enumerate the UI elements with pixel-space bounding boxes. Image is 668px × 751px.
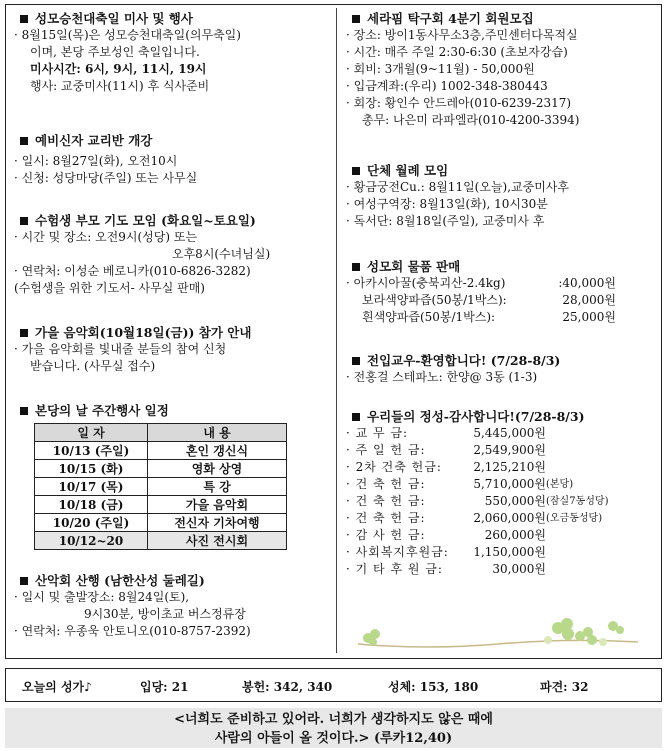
hymn-recessional: 파견: 32	[540, 680, 589, 694]
offering-row: · 건 축 헌 금: 2,060,000원 (오금동성당)	[346, 511, 603, 525]
verse-line: 사람의 아들이 올 것이다.> (루카12,40)	[214, 731, 453, 746]
catechumen-title: 예비신자 교리반 개강	[35, 133, 153, 148]
exam-prayer-time: 오후8시(수녀님실)	[172, 247, 271, 261]
schedule-content: 영화 상영	[148, 460, 287, 478]
offering-row: · 교 무 금: 5,445,000원	[346, 426, 546, 440]
list-item: · 여성구역장: 8월13일(화), 10시30분	[346, 197, 548, 211]
offerings-section	[346, 408, 656, 578]
assumption-line: · 8월15일(목)은 성모승천대축일(의무축일)	[14, 28, 241, 42]
schedule-date: 10/20 (주일)	[35, 514, 148, 532]
bullet-square-icon	[352, 357, 360, 365]
column-divider	[336, 8, 337, 653]
table-header: 내 용	[148, 424, 287, 442]
bullet-square-icon	[352, 263, 360, 271]
offering-row: · 주 일 헌 금: 2,549,900원	[346, 443, 546, 457]
sale-item-name: 보라색양파즙(50봉/1박스):	[362, 293, 507, 307]
concert-line: · 가을 음악회를 빛내줄 분들의 참여 신청	[14, 342, 227, 356]
table-row	[35, 514, 287, 532]
sale-item-price: :40,000원	[558, 276, 616, 290]
list-item: · 독서단: 8월18일(주일), 교중미사 후	[346, 214, 545, 228]
exam-prayer-title: 수험생 부모 기도 모임 (화요일~토요일)	[35, 213, 256, 228]
hymn-entrance: 입당: 21	[140, 680, 189, 694]
bullet-square-icon	[20, 407, 28, 415]
bullet-square-icon	[20, 577, 28, 585]
list-item: · 황금궁전Cu.: 8월11일(오늘),교중미사후	[346, 180, 569, 194]
offering-row: · 2차 건축 헌금: 2,125,210원	[346, 460, 546, 474]
offering-row: · 건 축 헌 금: 550,000원 (잠실7동성당)	[346, 494, 609, 508]
schedule-table	[34, 423, 287, 550]
sale-section	[346, 258, 656, 326]
assumption-title: 성모승천대축일 미사 및 행사	[35, 11, 193, 26]
table-tennis-section	[346, 10, 656, 129]
concert-line: 받습니다. (사무실 접수)	[30, 359, 156, 373]
table-tennis-account: · 입금계좌:(우리) 1002-348-380443	[346, 79, 548, 93]
catechumen-section	[14, 132, 332, 187]
sale-item	[346, 309, 656, 326]
assumption-line: 이며, 본당 주보성인 축일입니다.	[30, 45, 200, 59]
concert-title: 가을 음악회(10월18일(금)) 참가 안내	[35, 325, 252, 340]
bullet-square-icon	[20, 15, 28, 23]
table-tennis-time: · 시간: 매주 주일 2:30-6:30 (초보자강습)	[346, 45, 568, 59]
assumption-section	[14, 10, 332, 95]
table-tennis-fee: · 회비: 3개월(9~11월) - 50,000원	[346, 62, 535, 76]
table-tennis-president: · 회장: 황인수 안드레아(010-6239-2317)	[346, 96, 572, 110]
table-row	[35, 478, 287, 496]
bullet-square-icon	[20, 217, 28, 225]
schedule-content: 혼인 갱신식	[148, 442, 287, 460]
verse-line: <너희도 준비하고 있어라. 너희가 생각하지도 않은 때에	[174, 712, 493, 727]
exam-prayer-contact: · 연락처: 이성순 베로니카(010-6826-3282)	[14, 264, 251, 278]
bullet-square-icon	[352, 167, 360, 175]
offering-row: · 건 축 헌 금: 5,710,000원 (본당)	[346, 477, 574, 491]
hymn-communion: 성체: 153, 180	[388, 680, 479, 694]
schedule-date: 10/12~20	[35, 532, 148, 550]
schedule-content: 가을 음악회	[148, 496, 287, 514]
sale-item-price: 28,000원	[562, 293, 616, 307]
welcome-line: · 전홍걸 스테파노: 한양@ 3동 (1-3)	[346, 370, 538, 384]
bullet-square-icon	[20, 137, 28, 145]
welcome-title: 전입교우-환영합니다! (7/28-8/3)	[367, 353, 561, 368]
hiking-title: 산악회 산행 (남한산성 둘레길)	[35, 573, 205, 588]
table-row	[35, 532, 287, 550]
bullet-square-icon	[352, 413, 360, 421]
hiking-line: · 일시 및 출발장소: 8월24일(토),	[14, 590, 190, 604]
schedule-date: 10/15 (화)	[35, 460, 148, 478]
exam-prayer-sale: (수험생을 위한 기도서- 사무실 판매)	[14, 281, 205, 295]
clover-vine-decoration-icon	[348, 614, 648, 654]
sale-item-price: 25,000원	[562, 310, 616, 324]
table-header-row	[35, 424, 287, 442]
exam-prayer-section	[14, 212, 332, 297]
group-meetings-title: 단체 월례 모임	[367, 163, 449, 178]
schedule-content: 전신자 기차여행	[148, 514, 287, 532]
sale-title: 성모회 물품 판매	[367, 259, 461, 274]
bullet-square-icon	[352, 15, 360, 23]
hymn-label: 오늘의 성가♪	[22, 680, 92, 694]
sale-item	[346, 292, 656, 309]
schedule-date: 10/13 (주일)	[35, 442, 148, 460]
bullet-square-icon	[20, 329, 28, 337]
hiking-section	[14, 572, 332, 640]
schedule-content: 사진 전시회	[148, 532, 287, 550]
sale-item-name: · 아카시아꿀(충북괴산-2.4kg)	[346, 276, 506, 290]
sale-item-name: 흰색양파즙(50봉/1박스):	[362, 310, 496, 324]
table-tennis-title: 세라핌 탁구회 4분기 회원모집	[367, 11, 534, 26]
schedule-date: 10/18 (금)	[35, 496, 148, 514]
table-row	[35, 442, 287, 460]
schedule-content: 특 강	[148, 478, 287, 496]
table-tennis-place: · 장소: 방이1동사무소3층,주민센터다목적실	[346, 28, 578, 42]
parish-week-section	[14, 402, 332, 550]
catechumen-apply: · 신청: 성당마당(주일) 또는 사무실	[14, 171, 198, 185]
sale-item	[346, 275, 656, 292]
offerings-title: 우리들의 정성-감사합니다!(7/28-8/3)	[367, 409, 585, 424]
scripture-verse	[5, 708, 662, 748]
table-row	[35, 460, 287, 478]
group-meetings-section	[346, 162, 656, 230]
assumption-event: 행사: 교중미사(11시) 후 식사준비	[30, 79, 210, 93]
hymn-stats-bar	[5, 668, 662, 702]
parish-week-title: 본당의 날 주간행사 일정	[35, 403, 169, 418]
concert-section	[14, 324, 332, 375]
catechumen-date: · 일시: 8월27일(화), 오전10시	[14, 154, 178, 168]
welcome-section	[346, 352, 656, 386]
offering-row: · 사회복지후원금: 1,150,000원	[346, 545, 546, 559]
schedule-date: 10/17 (목)	[35, 478, 148, 496]
offering-row: · 감 사 헌 금: 260,000원	[346, 528, 546, 542]
table-row	[35, 496, 287, 514]
table-tennis-secretary: 총무: 나은미 라파엘라(010-4200-3394)	[362, 113, 580, 127]
table-header: 일 자	[35, 424, 148, 442]
hymn-offertory: 봉헌: 342, 340	[242, 680, 333, 694]
exam-prayer-time: · 시간 및 장소: 오전9시(성당) 또는	[14, 230, 198, 244]
mass-times: 미사시간: 6시, 9시, 11시, 19시	[30, 62, 207, 76]
offering-row: · 기 타 후 원 금: 30,000원	[346, 562, 546, 576]
hiking-contact: · 연락처: 우종욱 안토니오(010-8757-2392)	[14, 624, 251, 638]
hiking-line: 9시30분, 방이초교 버스정류장	[84, 607, 246, 621]
